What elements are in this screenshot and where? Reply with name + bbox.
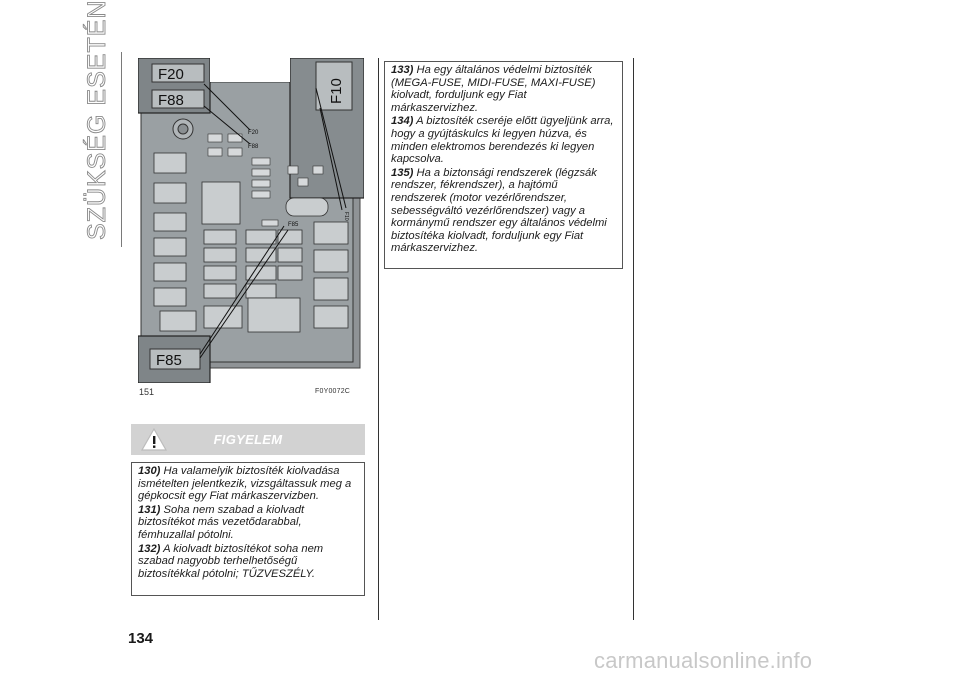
fuse-label-f20-small: F20 xyxy=(248,130,259,136)
note-item: 134) A biztosíték cseréje előtt ügyeljünk arra, hogy a gyújtáskulcs ki legyen húzva, és minden elektromos berendezés ki legyen kapcsolva. xyxy=(391,115,614,166)
watermark: carmanualsonline.info xyxy=(594,648,813,673)
fuse-label-f10-small: F10 xyxy=(343,212,349,221)
section-divider xyxy=(121,52,122,247)
page-number: 134 xyxy=(128,630,154,647)
callout-f85: F85 xyxy=(156,352,182,369)
warning-title: FIGYELEM xyxy=(213,432,283,447)
fuse-box-figure xyxy=(138,58,364,383)
figure-number: 151 xyxy=(139,387,155,397)
fuse-label-f88-small: F88 xyxy=(248,144,259,150)
warning-item: 130) Ha valamelyik biztosíték kiolvadása ismételten jelentkezik, vizsgáltassuk meg a gépkocsit egy Fiat márkaszervizben. xyxy=(138,465,352,503)
warning-header xyxy=(131,424,365,455)
column-divider xyxy=(633,58,634,620)
warning-item: 132) A kiolvadt biztosítékot soha nem szabad nagyobb terhelhetőségű biztosítékkal pótolni; TŰZVESZÉLY. xyxy=(138,542,324,580)
callout-f20: F20 xyxy=(158,66,184,83)
callout-f10: F10 xyxy=(328,78,345,104)
callout-f88: F88 xyxy=(158,92,184,109)
note-item: 133) Ha egy általános védelmi biztosíték (MEGA-FUSE, MIDI-FUSE, MAXI-FUSE) kiolvadt, forduljunk egy Fiat márkaszervizhez. xyxy=(391,64,596,114)
fuse-label-f85-small: F85 xyxy=(288,222,299,228)
section-title-text: SZÜKSÉG ESETÉN xyxy=(83,0,111,240)
note-item: 135) Ha a biztonsági rendszerek (légzsák rendszer, fékrendszer), a hajtómű rendszerek (motor vezérlőrendszer, sebességváltó vezérlőrendszer) vagy a kormánymű rendszer egy általános védelmi biztosítéka kiolvadt, forduljunk egy Fiat márkaszervizhez. xyxy=(391,166,607,255)
column-divider xyxy=(378,58,379,620)
figure-code: F0Y0072C xyxy=(315,388,351,395)
notes-box xyxy=(384,61,623,269)
warning-item: 131) Soha nem szabad a kiolvadt biztosítékot más vezetődarabbal, fémhuzallal pótolni. xyxy=(138,503,305,541)
section-title xyxy=(83,0,113,242)
warning-box xyxy=(131,462,365,596)
